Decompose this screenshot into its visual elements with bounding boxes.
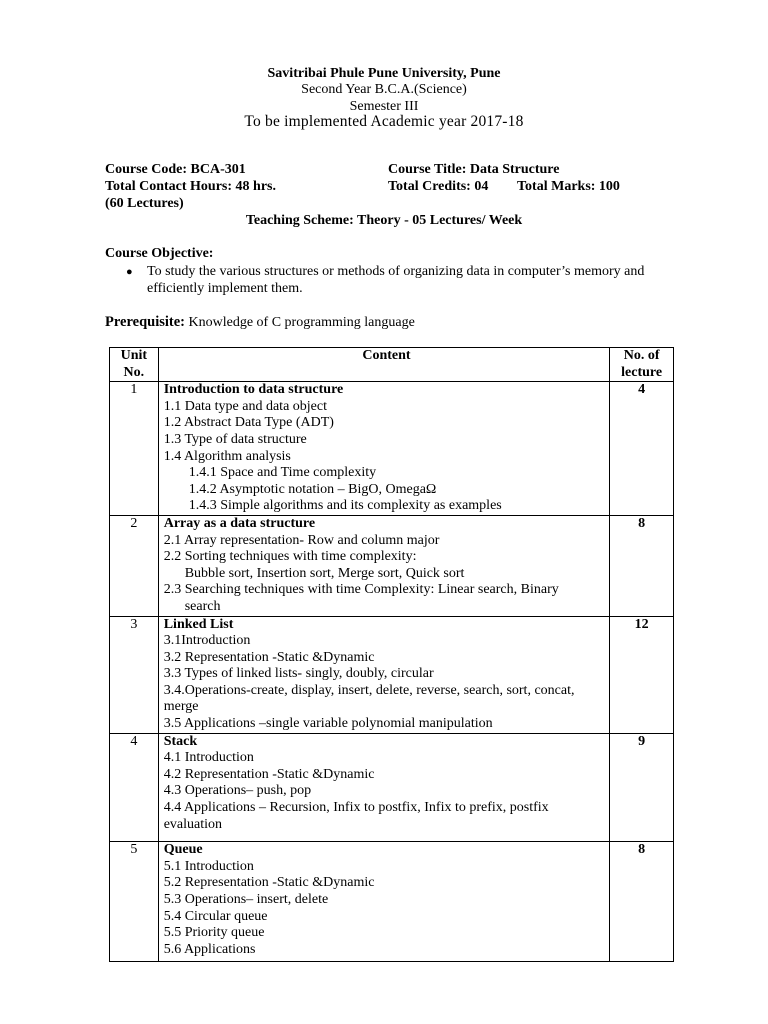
objective-heading: Course Objective: bbox=[105, 246, 214, 261]
unit-content bbox=[158, 842, 610, 962]
topic-line: 4.3 Operations– push, pop bbox=[163, 783, 312, 799]
topic-line: 2.2 Sorting techniques with time complexity: bbox=[163, 549, 417, 565]
topic-line: 1.3 Type of data structure bbox=[163, 431, 307, 447]
lecture-count: 8 bbox=[610, 842, 674, 962]
contact-hours: Total Contact Hours: 48 hrs. bbox=[105, 179, 276, 194]
syllabus-table bbox=[109, 347, 674, 962]
table-header-row bbox=[110, 348, 674, 382]
header-unit: Unit No. bbox=[110, 348, 159, 382]
unit-content bbox=[158, 616, 610, 733]
topic-line: 2.1 Array representation- Row and column major bbox=[163, 532, 440, 548]
topic-line: 1.4.3 Simple algorithms and its complexity as examples bbox=[188, 498, 502, 514]
university-name: Savitribai Phule Pune University, Pune bbox=[267, 66, 501, 81]
unit-content bbox=[158, 515, 610, 616]
table-row bbox=[110, 515, 674, 616]
unit-title: Linked List bbox=[163, 616, 234, 632]
unit-title: Introduction to data structure bbox=[163, 382, 344, 398]
table-row bbox=[110, 382, 674, 516]
bullet-icon: ● bbox=[126, 266, 133, 278]
program-year: Second Year B.C.A.(Science) bbox=[301, 82, 467, 97]
implementation-year: To be implemented Academic year 2017-18 bbox=[244, 113, 524, 130]
unit-number: 2 bbox=[110, 515, 159, 616]
topic-line: 1.1 Data type and data object bbox=[163, 398, 327, 414]
table-row bbox=[110, 733, 674, 842]
lecture-count: 12 bbox=[610, 616, 674, 733]
topic-line: 5.4 Circular queue bbox=[163, 908, 268, 924]
header-lectures: No. of lecture bbox=[610, 348, 674, 382]
lecture-count: 9 bbox=[610, 733, 674, 842]
topic-line: 5.2 Representation -Static &Dynamic bbox=[163, 875, 375, 891]
topic-line: 2.3 Searching techniques with time Complexity: Linear search, Binary bbox=[163, 582, 559, 598]
topic-line: 4.1 Introduction bbox=[163, 750, 254, 766]
topic-line: search bbox=[184, 598, 221, 614]
total-credits: Total Credits: 04 bbox=[388, 179, 489, 194]
semester: Semester III bbox=[349, 99, 419, 114]
topic-line: evaluation bbox=[163, 816, 223, 832]
lecture-count: 4 bbox=[610, 382, 674, 516]
topic-line: 5.1 Introduction bbox=[163, 858, 254, 874]
topic-line: 5.5 Priority queue bbox=[163, 925, 265, 941]
lecture-count: 8 bbox=[610, 515, 674, 616]
total-marks: Total Marks: 100 bbox=[517, 179, 620, 194]
prerequisite bbox=[105, 314, 415, 331]
topic-line: merge bbox=[163, 699, 199, 715]
topic-line: 3.1Introduction bbox=[163, 633, 251, 649]
topic-line: 3.4.Operations-create, display, insert, delete, reverse, search, sort, concat, bbox=[163, 682, 575, 698]
unit-number: 1 bbox=[110, 382, 159, 516]
topic-line: 1.4 Algorithm analysis bbox=[163, 448, 291, 464]
topic-line: 4.2 Representation -Static &Dynamic bbox=[163, 766, 375, 782]
unit-content bbox=[158, 733, 610, 842]
unit-content bbox=[158, 382, 610, 516]
topic-line: Bubble sort, Insertion sort, Merge sort, Quick sort bbox=[184, 565, 465, 581]
prerequisite-text: Knowledge of C programming language bbox=[185, 315, 415, 330]
unit-title: Queue bbox=[163, 842, 203, 858]
topic-line: 3.5 Applications –single variable polynomial manipulation bbox=[163, 716, 493, 732]
topic-line: 4.4 Applications – Recursion, Infix to postfix, Infix to prefix, postfix bbox=[163, 800, 549, 816]
course-code: Course Code: BCA-301 bbox=[105, 162, 246, 177]
topic-line: 5.6 Applications bbox=[163, 941, 256, 957]
topic-line: 1.4.1 Space and Time complexity bbox=[188, 465, 377, 481]
table-row bbox=[110, 616, 674, 733]
objective-text: To study the various structures or methods of organizing data in computer’s memory and efficiently implement them. bbox=[147, 264, 645, 296]
total-lectures: (60 Lectures) bbox=[105, 196, 184, 211]
topic-line: 5.3 Operations– insert, delete bbox=[163, 892, 329, 907]
unit-number: 4 bbox=[110, 733, 159, 842]
topic-line: 1.2 Abstract Data Type (ADT) bbox=[163, 415, 334, 431]
unit-title: Stack bbox=[163, 733, 198, 749]
unit-title: Array as a data structure bbox=[163, 515, 316, 531]
teaching-scheme: Teaching Scheme: Theory - 05 Lectures/ Week bbox=[245, 213, 523, 228]
unit-number: 5 bbox=[110, 842, 159, 962]
topic-line: 3.3 Types of linked lists- singly, doubly, circular bbox=[163, 666, 434, 682]
course-title: Course Title: Data Structure bbox=[388, 162, 560, 177]
table-row bbox=[110, 842, 674, 962]
prerequisite-label: Prerequisite: bbox=[105, 314, 185, 330]
unit-number: 3 bbox=[110, 616, 159, 733]
topic-line: 1.4.2 Asymptotic notation – BigO, OmegaΩ bbox=[188, 481, 437, 497]
header-content: Content bbox=[158, 348, 610, 382]
topic-line: 3.2 Representation -Static &Dynamic bbox=[163, 649, 375, 665]
